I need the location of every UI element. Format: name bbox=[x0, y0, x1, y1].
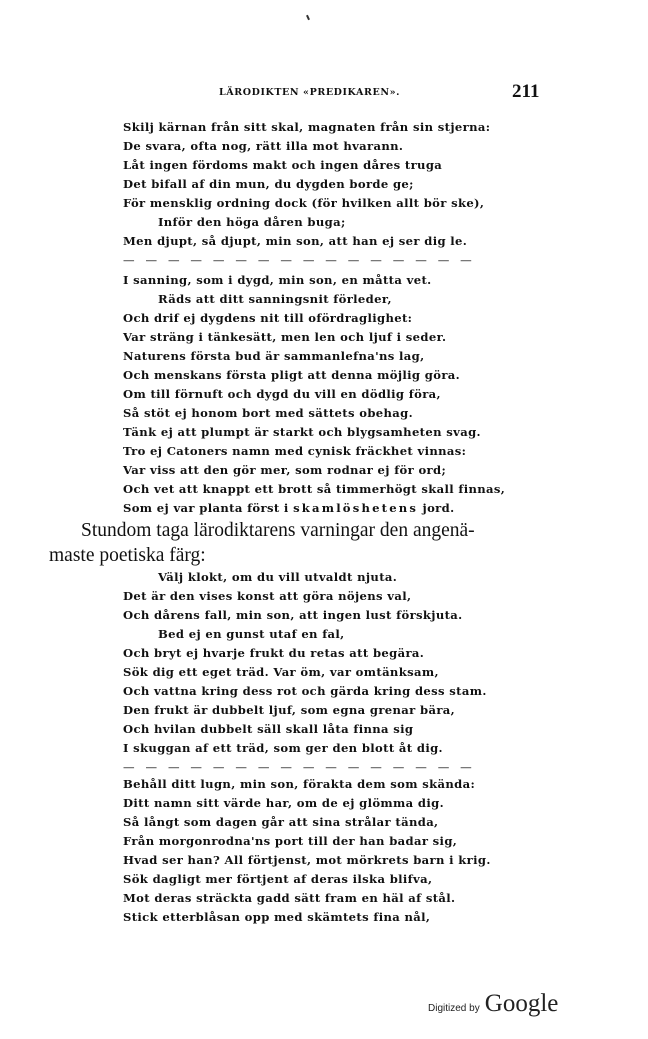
verse-line-indented: Välj klokt, om du vill utvaldt njuta. bbox=[158, 570, 398, 584]
verse-line: Sök dig ett eget träd. Var öm, var omtänksam, bbox=[123, 665, 439, 679]
verse-line: Men djupt, så djupt, min son, att han ej ser dig le. bbox=[123, 234, 468, 248]
verse-line: Och vet att knappt ett brott så timmerhögt skall finnas, bbox=[123, 482, 506, 496]
verse-line: Från morgonrodna'ns port till der han badar sig, bbox=[123, 834, 458, 848]
prose-line: maste poetiska färg: bbox=[49, 545, 206, 566]
verse-block-3 bbox=[123, 568, 487, 777]
page-number: 211 bbox=[512, 81, 540, 102]
verse-line: Var viss att den gör mer, som rodnar ej för ord; bbox=[123, 463, 447, 477]
verse-line: Ditt namn sitt värde har, om de ej glömma dig. bbox=[123, 796, 444, 810]
verse-line-indented: Räds att ditt sanningsnit förleder, bbox=[158, 292, 392, 306]
verse-line: Och hvilan dubbelt säll skall låta finna sig bbox=[123, 722, 414, 736]
verse-line: I skuggan af ett träd, som ger den blott åt dig. bbox=[123, 741, 443, 755]
spaced-emphasis: skamlöshetens bbox=[293, 501, 419, 515]
verse-line-indented: Inför den höga dåren buga; bbox=[158, 215, 346, 229]
verse-line: Tro ej Catoners namn med cynisk fräckhet vinnas: bbox=[123, 444, 467, 458]
verse-line: Och drif ej dygdens nit till ofördraglighet: bbox=[123, 311, 413, 325]
verse-line: Var sträng i tänkesätt, men len och ljuf i seder. bbox=[123, 330, 447, 344]
digitized-label: Digitized by bbox=[428, 1003, 480, 1014]
verse-line: Den frukt är dubbelt ljuf, som egna grenar bära, bbox=[123, 703, 456, 717]
verse-line: Behåll ditt lugn, min son, förakta dem som skända: bbox=[123, 777, 476, 791]
verse-line: I sanning, som i dygd, min son, en måtta vet. bbox=[123, 273, 432, 287]
verse-line: Och vattna kring dess rot och gärda kring dess stam. bbox=[123, 684, 487, 698]
running-title: LÄRODIKTEN «PREDIKAREN». bbox=[219, 87, 401, 98]
verse-block-2 bbox=[123, 271, 505, 518]
verse-line: Låt ingen fördoms makt och ingen dåres truga bbox=[123, 158, 443, 172]
prose-paragraph bbox=[49, 518, 559, 568]
verse-line: Och menskans första pligt att denna möjlig göra. bbox=[123, 368, 461, 382]
prose-line: Stundom taga lärodiktarens varningar den angenä- bbox=[81, 520, 475, 541]
verse-line: Så långt som dagen går att sina strålar tända, bbox=[123, 815, 439, 829]
verse-line-indented: Bed ej en gunst utaf en fal, bbox=[158, 627, 345, 641]
verse-line: Och bryt ej hvarje frukt du retas att begära. bbox=[123, 646, 425, 660]
verse-block-1 bbox=[123, 118, 490, 270]
verse-line: Sök dagligt mer förtjent af deras ilska blifva, bbox=[123, 872, 433, 886]
verse-block-4 bbox=[123, 775, 491, 927]
verse-line: Hvad ser han? All förtjenst, mot mörkrets barn i krig. bbox=[123, 853, 491, 867]
verse-line bbox=[123, 499, 505, 518]
verse-line: Skilj kärnan från sitt skal, magnaten från sin stjerna: bbox=[123, 120, 491, 134]
digitized-watermark bbox=[428, 990, 558, 1018]
verse-text: jord. bbox=[418, 501, 455, 515]
verse-line: Mot deras sträckta gadd sätt fram en häl af stål. bbox=[123, 891, 456, 905]
verse-line: Det bifall af din mun, du dygden borde ge; bbox=[123, 177, 414, 191]
verse-text: Som ej var planta först i bbox=[123, 501, 294, 515]
verse-line: Och dårens fall, min son, att ingen lust förskjuta. bbox=[123, 608, 463, 622]
verse-line: Så stöt ej honom bort med sättets obehag. bbox=[123, 406, 413, 420]
scan-speck bbox=[306, 15, 310, 20]
dash-separator: — — — — — — — — — — — — — — — — bbox=[123, 253, 476, 267]
dash-separator: — — — — — — — — — — — — — — — — bbox=[123, 760, 476, 774]
verse-line: Naturens första bud är sammanlefna'ns lag, bbox=[123, 349, 425, 363]
verse-line: Om till förnuft och dygd du vill en dödlig föra, bbox=[123, 387, 441, 401]
verse-line: Stick etterblåsan opp med skämtets fina nål, bbox=[123, 910, 431, 924]
verse-line: Det är den vises konst att göra nöjens val, bbox=[123, 589, 412, 603]
verse-line: De svara, ofta nog, rätt illa mot hvarann. bbox=[123, 139, 404, 153]
verse-line: Tänk ej att plumpt är starkt och blygsamheten svag. bbox=[123, 425, 481, 439]
google-logo: Google bbox=[484, 990, 559, 1017]
verse-line: För mensklig ordning dock (för hvilken allt bör ske), bbox=[123, 196, 485, 210]
